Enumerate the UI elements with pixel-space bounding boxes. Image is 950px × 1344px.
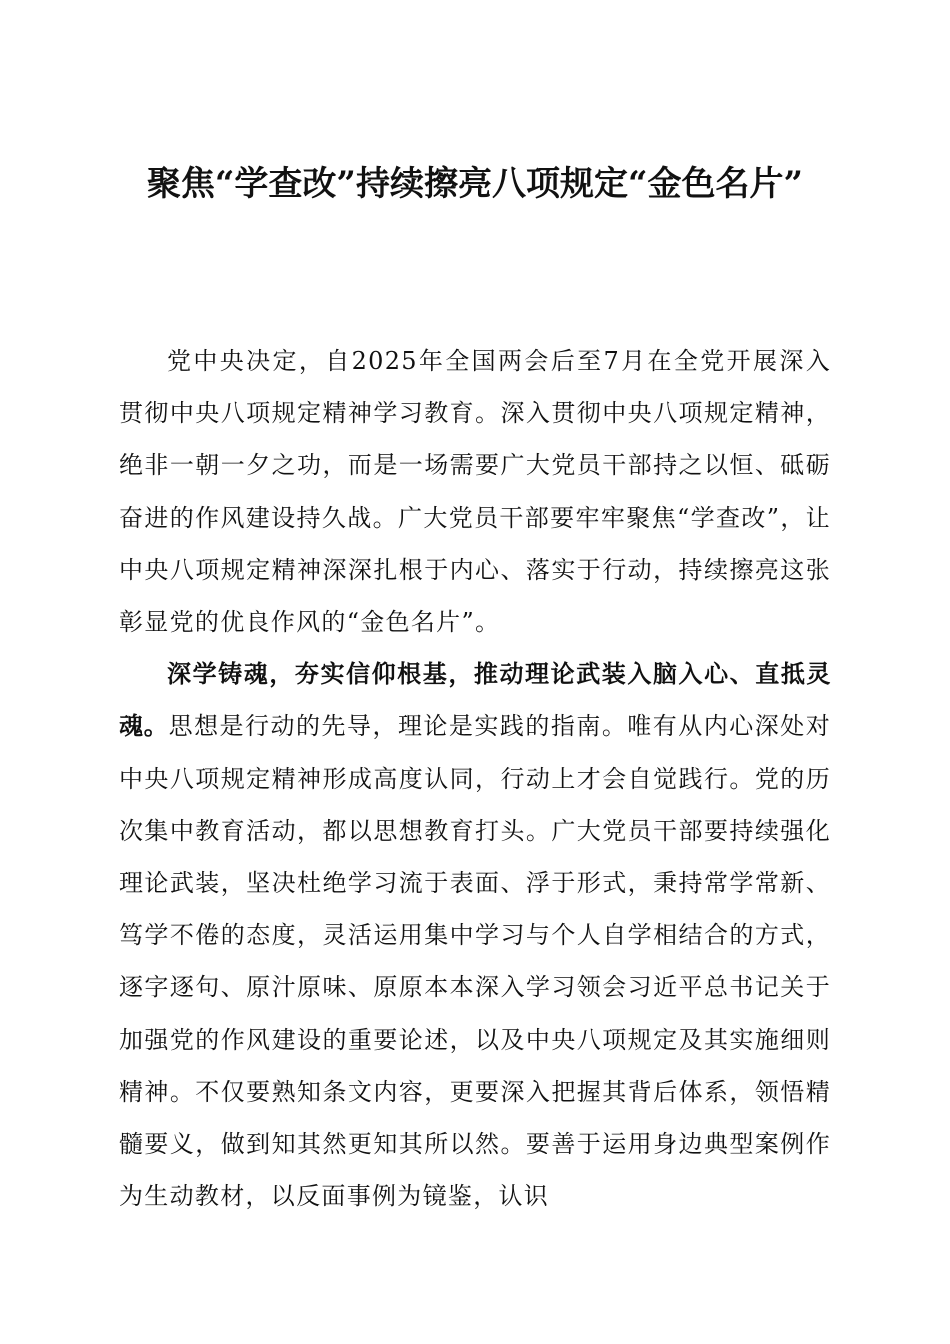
paragraph-text: 思想是行动的先导，理论是实践的指南。唯有从内心深处对中央八项规定精神形成高度认同，行动上才会自觉践行。党的历次集中教育活动，都以思想教育打头。广大党员干部要持续强化理论武装，坚决杜绝学习流于表面、浮于形式，秉持常学常新、笃学不倦的态度，灵活运用集中学习与个人自学相结合的方式，逐字逐句、原汁原味、原原本本深入学习领会习近平总书记关于加强党的作风建设的重要论述，以及中央八项规定及其实施细则精神。不仅要熟知条文内容，更要深入把握其背后体系，领悟精髓要义，做到知其然更知其所以然。要善于运用身边典型案例作为生动教材，以反面事例为镜鉴，认识 bbox=[119, 712, 831, 1211]
document-body bbox=[119, 335, 831, 1222]
paragraph-text: 党中央决定，自2025年全国两会后至7月在全党开展深入贯彻中央八项规定精神学习教育。深入贯彻中央八项规定精神，绝非一朝一夕之功，而是一场需要广大党员干部持之以恒、砥砺奋进的作风建设持久战。广大党员干部要牢牢聚焦“学查改”，让中央八项规定精神深深扎根于内心、落实于行动，持续擦亮这张彰显党的优良作风的“金色名片”。 bbox=[119, 347, 831, 637]
paragraph-deep-study bbox=[119, 648, 831, 1222]
paragraph-intro bbox=[119, 335, 831, 648]
document-title: 聚焦“学查改”持续擦亮八项规定“金色名片” bbox=[146, 164, 804, 204]
paragraph-lead-heading: 深学铸魂，夯实信仰根基，推动理论武装入脑入心、直抵灵魂。 bbox=[119, 660, 831, 741]
